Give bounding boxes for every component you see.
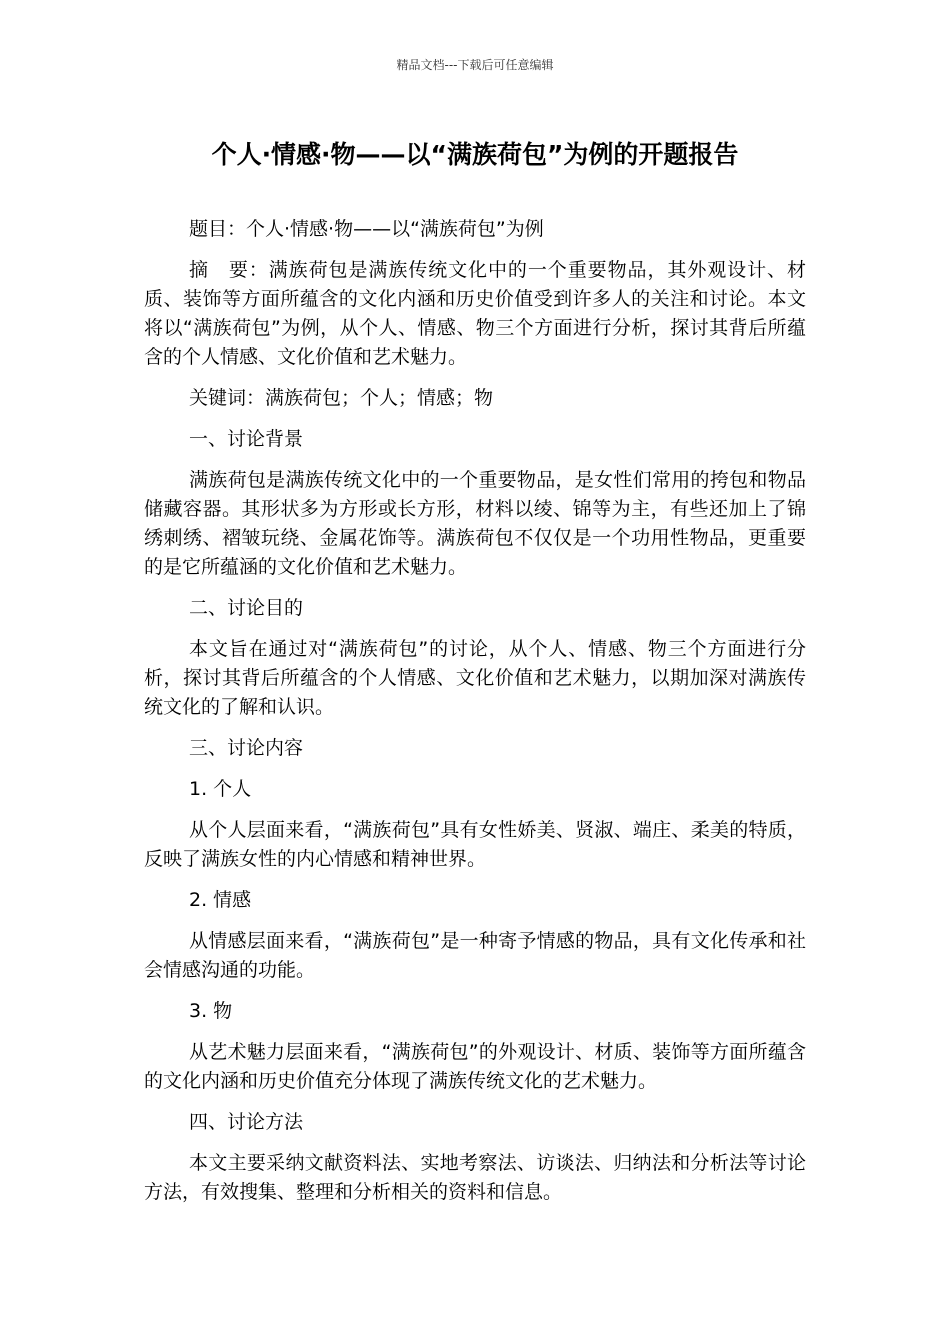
method-paragraph: 本文主要采纳文献资料法、实地考察法、访谈法、归纳法和分析法等讨论方法，有效搜集、整理和分析相关的资料和信息。 [144,1152,806,1203]
purpose-paragraph: 本文旨在通过对“满族荷包”的讨论，从个人、情感、物三个方面进行分析，探讨其背后所蕴含的个人情感、文化价值和艺术魅力，以期加深对满族传统文化的了解和认识。 [144,638,806,718]
background-paragraph: 满族荷包是满族传统文化中的一个重要物品，是女性们常用的挎包和物品储藏容器。其形状多为方形或长方形，材料以绫、锦等为主，有些还加上了锦绣刺绣、褶皱玩绕、金属花饰等。满族荷包不仅仅是一个功用性物品，更重要的是它所蕴涵的文化价值和艺术魅力。 [144,469,806,578]
page-header-note: 精品文档---下载后可任意编辑 [396,58,554,72]
document-title: 个人·情感·物——以“满族荷包”为例的开题报告 [211,140,739,169]
subheading-emotion: 2. 情感 [189,889,252,911]
section-heading-background: 一、讨论背景 [189,428,304,450]
subheading-object: 3. 物 [189,1000,233,1022]
abstract-paragraph: 摘 要：满族荷包是满族传统文化中的一个重要物品，其外观设计、材质、装饰等方面所蕴含的文化内涵和历史价值受到许多人的关注和讨论。本文将以“满族荷包”为例，从个人、情感、物三个方面进行分析，探讨其背后所蕴含的个人情感、文化价值和艺术魅力。 [144,259,806,368]
document-body [144,215,806,1219]
emotion-paragraph: 从情感层面来看，“满族荷包”是一种寄予情感的物品，具有文化传承和社会情感沟通的功能。 [144,930,806,981]
keywords-line: 关键词：满族荷包；个人；情感；物 [189,387,494,409]
section-heading-content: 三、讨论内容 [189,737,304,759]
individual-paragraph: 从个人层面来看，“满族荷包”具有女性娇美、贤淑、端庄、柔美的特质，反映了满族女性的内心情感和精神世界。 [144,819,806,870]
subject-line: 题目：个人·情感·物——以“满族荷包”为例 [189,218,544,240]
section-heading-purpose: 二、讨论目的 [189,597,304,619]
subheading-individual: 1. 个人 [189,778,252,800]
object-paragraph: 从艺术魅力层面来看，“满族荷包”的外观设计、材质、装饰等方面所蕴含的文化内涵和历史价值充分体现了满族传统文化的艺术魅力。 [144,1041,806,1092]
section-heading-method: 四、讨论方法 [189,1111,304,1133]
